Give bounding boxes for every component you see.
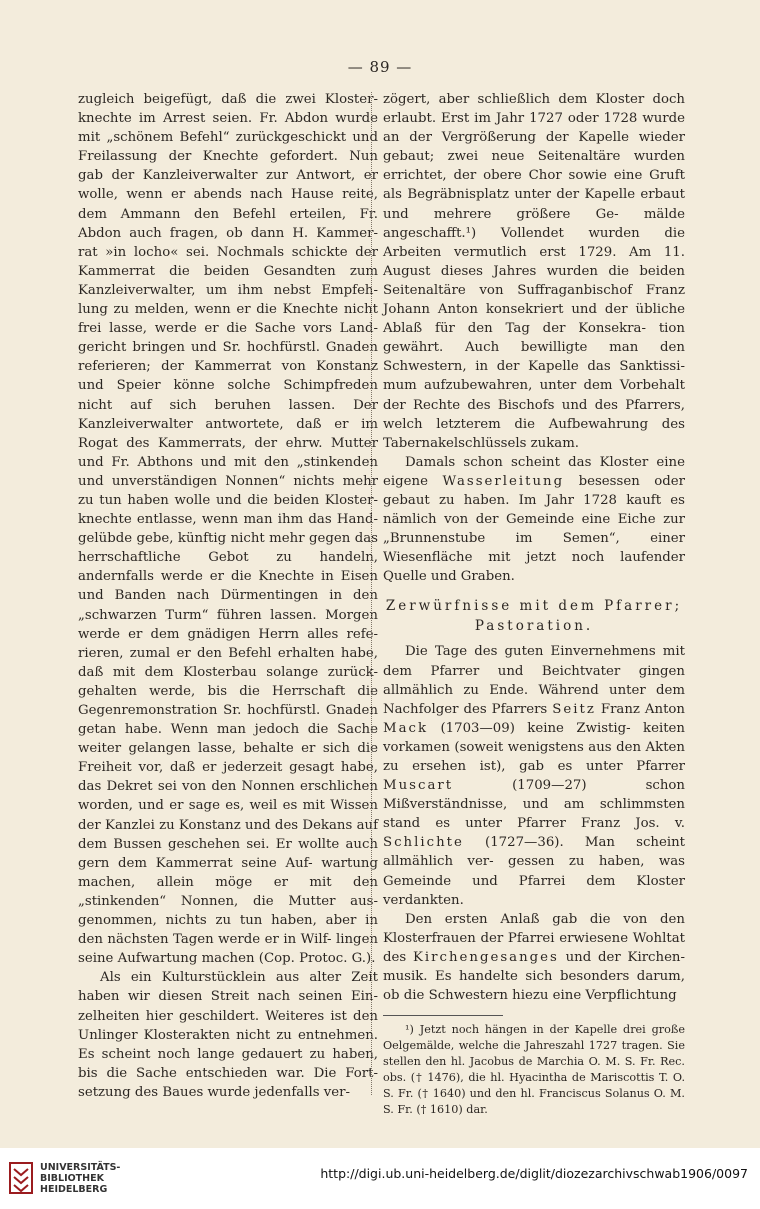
footnote: ¹) Jetzt noch hängen in der Kapelle drei große Oelgemälde, welche die Jahreszahl 1727 tragen. Sie stellen den hl. Jacobus de Marchia O. M. S. Fr. Rec. obs. († 1476), die hl. Hyacintha de Mariscottis T. O. S. Fr. († 1640) und den hl. Franciscus Solanus O. M. S. Fr. († 1610) dar. xyxy=(383,1023,685,1117)
left-paragraph-1: zugleich beigefügt, daß die zwei Kloster- knechte im Arrest seien. Fr. Abdon wurde mit „schönem Befehl“ zurückgeschickt und Freilassung der Knechte gefordert. Nun gab der Kanzleiverwalter zur Antwort, er wolle, wenn er abends nach Hause reite, dem Ammann den Befehl erteilen, Fr. Abdon auch fragen, ob dann H. Kammer- rat »in locho« sei. Nochmals schickte der Kammerrat die beiden Gesandten zum Kanzleiverwalter, um ihm nebst Empfeh- lung zu melden, wenn er die Knechte nicht frei lasse, werde er die Sache vors Land- gericht bringen und Sr. hochfürstl. Gnaden referieren; der Kammerrat von Konstanz und Speier könne solche Schimpfreden nicht auf sich beruhen lassen. Der Kanzleiverwalter antwortete, daß er im Rogat des Kammerrats, der ehrw. Mutter und Fr. Abthons und mit den „stinkenden und unverständigen Nonnen“ nichts mehr zu tun haben wolle und die beiden Kloster- knechte entlasse, wenn man ihm das Hand- gelübde gebe, künftig nicht mehr gegen das herrschaftliche Gebot zu handeln, andernfalls werde er die Knechte in Eisen und Banden nach Dürmentingen in den „schwarzen Turm“ führen lassen. Morgen werde er dem gnädigen Herrn alles refe- rieren, zumal er den Befehl erhalten habe, daß mit dem Klosterbau solange zurück- gehalten werde, bis die Herrschaft die Gegenremonstration Sr. hochfürstl. Gnaden getan habe. Wenn man jedoch die Sache weiter gelangen lasse, behalte er sich die Freiheit vor, daß er jederzeit gesagt habe, das Dekret sei von den Nonnen erschlichen worden, und er sage es, weil es mit Wissen der Kanzlei zu Konstanz und des Dekans auf dem Bussen geschehen sei. Er wollte auch gern dem Kammerrat seine Auf- wartung machen, allein möge er mit den „stinkenden“ Nonnen, die Mutter aus- genommen, nichts zu tun haben, aber in den nächsten Tagen werde er in Wilf- lingen seine Aufwartung machen (Cop. Protoc. G.). xyxy=(78,92,378,967)
left-paragraph-2: Als ein Kulturstücklein aus alter Zeit haben wir diesen Streit nach seinen Ein- zelheiten hier geschildert. Weiteres ist den Unlinger Klosterakten nicht zu entnehmen. Es scheint noch lange gedauert zu haben, bis die Sache entschieden war. Die Fort- setzung des Baues wurde jedenfalls ver- xyxy=(78,970,378,1100)
page-number: — 89 — xyxy=(347,58,413,76)
column-divider xyxy=(371,92,372,1095)
permalink-url[interactable]: http://digi.ub.uni-heidelberg.de/diglit/diozezarchivschwab1906/0097 xyxy=(320,1166,748,1181)
right-paragraph-3: Die Tage des guten Einvernehmens mit dem Pfarrer und Beichtvater gingen allmählich zu Ende. Während unter dem Nachfolger des Pfarrers Seitz Franz Anton Mack (1703—09) keine Zwistig- keiten vorkamen (soweit wenigstens aus den Akten zu ersehen ist), gab es unter Pfarrer Muscart (1709—27) schon Mißverständnisse, und am schlimmsten stand es unter Pfarrer Franz Jos. v. Schlichte (1727—36). Man scheint allmählich ver- gessen zu haben, was Gemeinde und Pfarrei dem Kloster verdankten. xyxy=(383,644,685,908)
section-heading: Zerwürfnisse mit dem Pfarrer; Pastoration. xyxy=(385,598,683,635)
footnote-rule xyxy=(383,1015,503,1016)
right-paragraph-4: Den ersten Anlaß gab die von den Klosterfrauen der Pfarrei erwiesene Wohltat des Kirchengesanges und der Kirchen- musik. Es handelte sich besonders darum, ob die Schwestern hiezu eine Verpflichtung xyxy=(383,911,685,1004)
library-name: UNIVERSITÄTS- BIBLIOTHEK HEIDELBERG xyxy=(40,1161,121,1195)
emphasis-wasserleitung: Wasserleitung xyxy=(442,473,565,489)
heidelberg-logo-icon xyxy=(8,1161,34,1195)
right-paragraph-2: Damals schon scheint das Kloster eine eigene Wasserleitung besessen oder gebaut zu haben. Im Jahr 1728 kauft es nämlich von der Gemeinde eine Eiche zur „Brunnenstube im Semen“, einer Wiesenfläche mit jetzt noch laufender Quelle und Graben. xyxy=(383,454,685,585)
library-logo[interactable] xyxy=(8,1161,120,1195)
right-paragraph-1: zögert, aber schließlich dem Kloster doch erlaubt. Erst im Jahr 1727 oder 1728 wurde an der Vergrößerung der Kapelle wieder gebaut; zwei neue Seitenaltäre wurden errichtet, der obere Chor sowie eine Gruft als Begräbnisplatz unter der Kapelle erbaut und mehrere größere Ge- mälde angeschafft.¹) Vollendet wurden die Arbeiten vermutlich erst 1729. Am 11. August dieses Jahres wurden die beiden Seitenaltäre von Suffraganbischof Franz Johann Anton konsekriert und der übliche Ablaß für den Tag der Konsekra- tion gewährt. Auch bewilligte man den Schwestern, in der Kapelle das Sanktissi- mum aufzubewahren, unter dem Vorbehalt der Rechte des Bischofs und des Pfarrers, welch letzterem die Aufbewahrung des Tabernakelschlüssels zukam. xyxy=(383,92,685,451)
left-column xyxy=(78,90,378,1102)
right-column xyxy=(383,90,685,1118)
